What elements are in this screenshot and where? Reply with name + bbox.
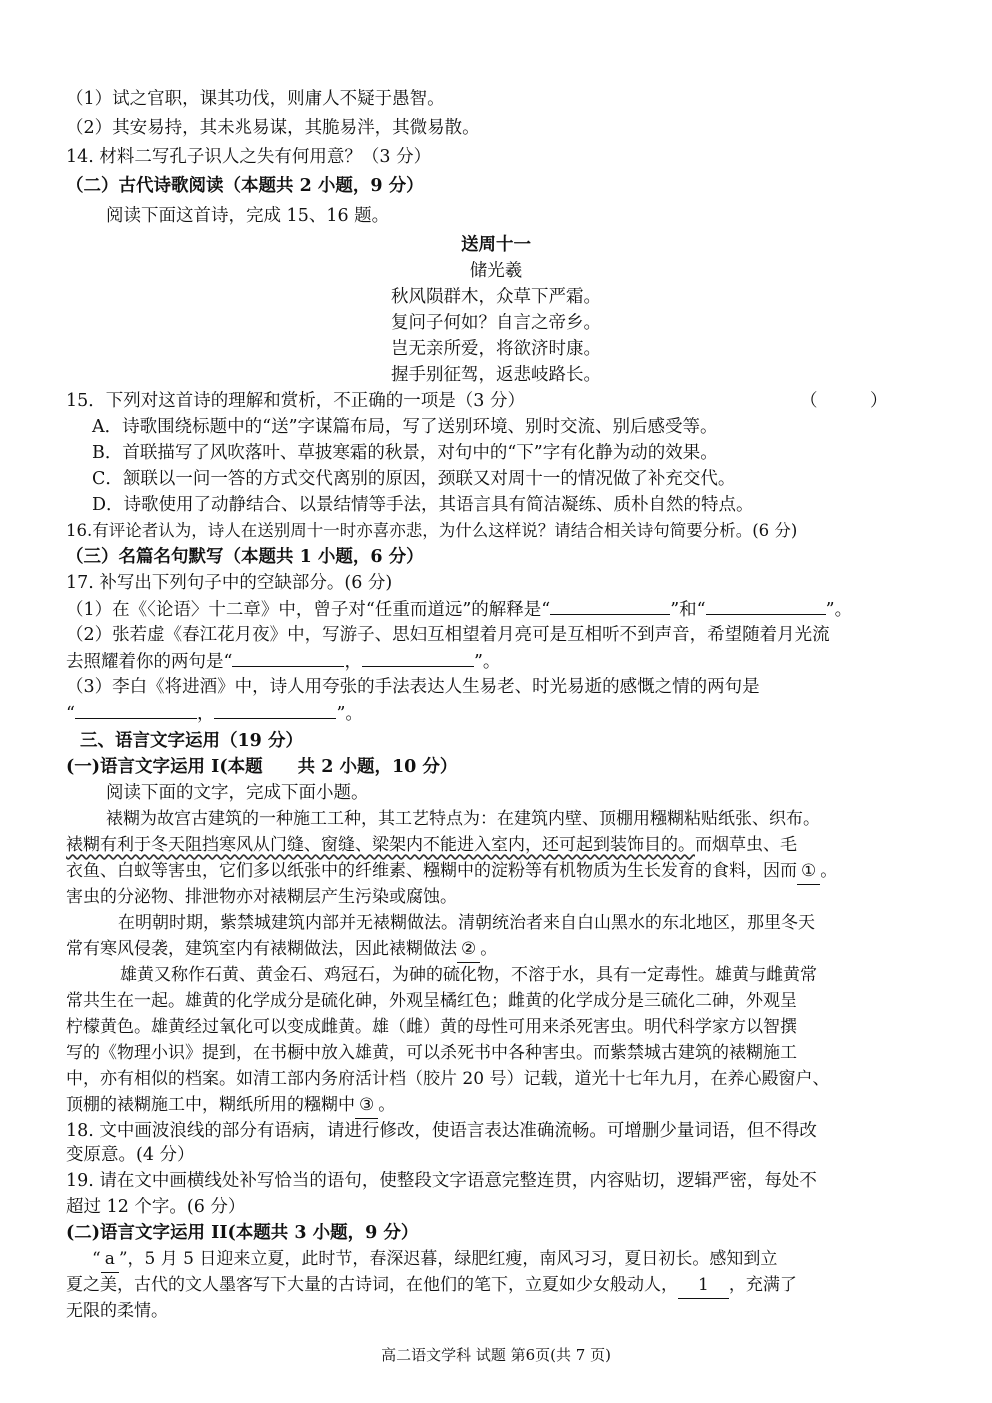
paragraph-line (66, 1272, 936, 1299)
text: “ (66, 704, 75, 724)
paragraph-line: 裱糊为故宫古建筑的一种施工工种，其工艺特点为：在建筑内壁、顶棚用糨糊粘贴纸张、织布。 (106, 809, 820, 829)
question-17-3-cont (66, 700, 936, 727)
text: ， (344, 652, 362, 672)
question-17: 17. 补写出下列句子中的空缺部分。(6 分) (66, 573, 393, 593)
answer-blank-1b[interactable]: 1 (678, 1272, 729, 1299)
text: 。 (480, 939, 498, 959)
paragraph-line: 害虫的分泌物、排泄物亦对裱糊层产生污染或腐蚀。 (66, 887, 457, 907)
page-footer: 高二语文学科 试题 第6页(共 7 页) (381, 1346, 611, 1364)
poem-line: 岂无亲所爱，将欲济时康。 (391, 339, 601, 359)
text-line: （2）其安易持，其未兆易谋，其脆易泮，其微易散。 (66, 118, 480, 138)
text: 。 (820, 861, 838, 881)
answer-blank[interactable] (550, 596, 670, 615)
text-line: （1）试之官职，课其功伐，则庸人不疑于愚智。 (66, 89, 445, 109)
text: ，充满了 (728, 1275, 797, 1295)
poem-line: 握手别征驾，返悲岐路长。 (391, 365, 601, 385)
answer-blank[interactable] (706, 596, 826, 615)
option-b: B．首联描写了风吹落叶、草披寒霜的秋景，对句中的“下”字有化静为动的效果。 (92, 443, 718, 463)
question-18-cont: 变原意。(4 分） (66, 1145, 195, 1165)
answer-blank[interactable] (75, 700, 197, 719)
question-17-2: （2）张若虚《春江花月夜》中，写游子、思妇互相望着月亮可是互相听不到声音，希望随着月光流 (66, 625, 830, 645)
poem-line: 秋风陨群木，众草下严霜。 (391, 287, 601, 307)
paragraph-line: 无限的柔情。 (66, 1301, 168, 1321)
text: 去照耀着你的两句是“ (66, 652, 233, 672)
text: ”。 (473, 652, 501, 672)
question-17-3: （3）李白《将进酒》中，诗人用夸张的手法表达人生易老、时光易逝的感慨之情的两句是 (66, 677, 760, 697)
paragraph-line: 雄黄又称作石黄、黄金石、鸡冠石，为砷的硫化物，不溶于水，具有一定毒性。雄黄与雌黄常 (120, 965, 817, 985)
paragraph-line: 常共生在一起。雄黄的化学成分是硫化砷，外观呈橘红色；雌黄的化学成分是三硫化二砷，外观呈 (66, 991, 797, 1011)
text: “ (92, 1249, 101, 1269)
text: （1）在《〈论语〉十二章》中，曾子对“任重而道远”的解释是“ (66, 600, 551, 620)
answer-blank-1[interactable]: ① (797, 858, 820, 885)
question-18: 18. 文中画波浪线的部分有语病，请进行修改，使语言表达准确流畅。可增删少量词语，但不得改 (66, 1121, 817, 1141)
text: 夏之美，古代的文人墨客写下大量的古诗词，在他们的笔下，立夏如少女般动人， (66, 1275, 678, 1295)
paragraph-line: 柠檬黄色。雄黄经过氧化可以变成雌黄。雄（雌）黄的母性可用来杀死害虫。明代科学家方以智撰 (66, 1017, 797, 1037)
paragraph-line (66, 832, 936, 858)
section-heading: (一)语言文字运用 I(本题 共 2 小题，10 分） (66, 757, 458, 777)
answer-blank[interactable] (362, 648, 474, 667)
text: 顶棚的裱糊施工中，糊纸所用的糨糊中 (66, 1095, 355, 1115)
question-15: 15．下列对这首诗的理解和赏析，不正确的一项是（3 分） (66, 391, 525, 411)
answer-blank-3[interactable]: ③ (355, 1092, 378, 1119)
text: ”。 (336, 704, 363, 724)
paragraph-line: 写的《物理小识》提到，在书橱中放入雄黄，可以杀死书中各种害虫。而紫禁城古建筑的裱糊施工 (66, 1043, 797, 1063)
poem-author: 储光羲 (469, 261, 523, 281)
option-c: C．颔联以一问一答的方式交代离别的原因，颈联又对周十一的情况做了补充交代。 (92, 469, 736, 489)
answer-blank[interactable] (232, 648, 344, 667)
poem-line: 复问子何如？自言之帝乡。 (391, 313, 601, 333)
wavy-underlined-text: 裱糊有利于冬天阻挡寒风从门缝、窗缝、梁架内不能进入室内，还可起到装饰目的。 (66, 835, 695, 855)
text: ”和“ (670, 600, 706, 620)
text: 常有寒风侵袭，建筑室内有裱糊做法，因此裱糊做法 (66, 939, 457, 959)
text: ”，5 月 5 日迎来立夏，此时节，春深迟暮，绿肥红瘦，南风习习，夏日初长。感知到立 (118, 1249, 778, 1269)
paragraph-line (66, 936, 936, 963)
answer-blank[interactable] (214, 700, 336, 719)
paragraph-line: 在明朝时期，紫禁城建筑内部并无裱糊做法。清朝统治者来自白山黑水的东北地区，那里冬天 (118, 913, 815, 933)
text: 而烟草虫、毛 (695, 835, 797, 855)
section-heading: （三）名篇名句默写（本题共 1 小题，6 分） (66, 547, 424, 567)
answer-blank-2[interactable]: ② (457, 936, 480, 963)
option-d: D．诗歌使用了动静结合、以景结情等手法，其语言具有简洁凝练、质朴自然的特点。 (92, 495, 754, 515)
question-17-2-cont (66, 648, 936, 675)
question-16: 16.有评论者认为，诗人在送别周十一时亦喜亦悲，为什么这样说？请结合相关诗句简要分析。(6 分) (66, 521, 798, 540)
part-heading: 三、语言文字运用（19 分） (80, 731, 303, 751)
poem-title: 送周十一 (461, 235, 531, 255)
text: 。 (378, 1095, 396, 1115)
instruction: 阅读下面的文字，完成下面小题。 (106, 783, 369, 803)
question-19-cont: 超过 12 个字。(6 分） (66, 1197, 246, 1217)
question-17-1 (66, 596, 936, 623)
question-14: 14. 材料二写孔子识人之失有何用意？（3 分） (66, 147, 432, 167)
paragraph-line (66, 858, 936, 885)
option-a: A．诗歌围绕标题中的“送”字谋篇布局，写了送别环境、别时交流、别后感受等。 (92, 417, 718, 437)
question-19: 19. 请在文中画横线处补写恰当的语句，使整段文字语意完整连贯，内容贴切，逻辑严密，每处不 (66, 1171, 817, 1191)
paragraph-line: 中，亦有相似的档案。如清工部内务府活计档（胶片 20 号）记载，道光十七年九月，在养心殿窗户、 (66, 1069, 830, 1089)
text: ”。 (825, 600, 853, 620)
text: 衣鱼、白蚁等害虫，它们多以纸张中的纤维素、糨糊中的淀粉等有机物质为生长发育的食料，因而 (66, 861, 797, 881)
section-heading: (二)语言文字运用 II(本题共 3 小题，9 分） (66, 1223, 419, 1243)
instruction: 阅读下面这首诗，完成 15、16 题。 (106, 206, 390, 226)
text: ， (196, 704, 215, 724)
answer-paren: （ ） (800, 391, 888, 411)
paragraph-line (66, 1092, 936, 1119)
paragraph-line (92, 1246, 962, 1273)
answer-blank-a[interactable]: a (101, 1246, 119, 1273)
section-heading: （二）古代诗歌阅读（本题共 2 小题，9 分） (66, 176, 424, 196)
